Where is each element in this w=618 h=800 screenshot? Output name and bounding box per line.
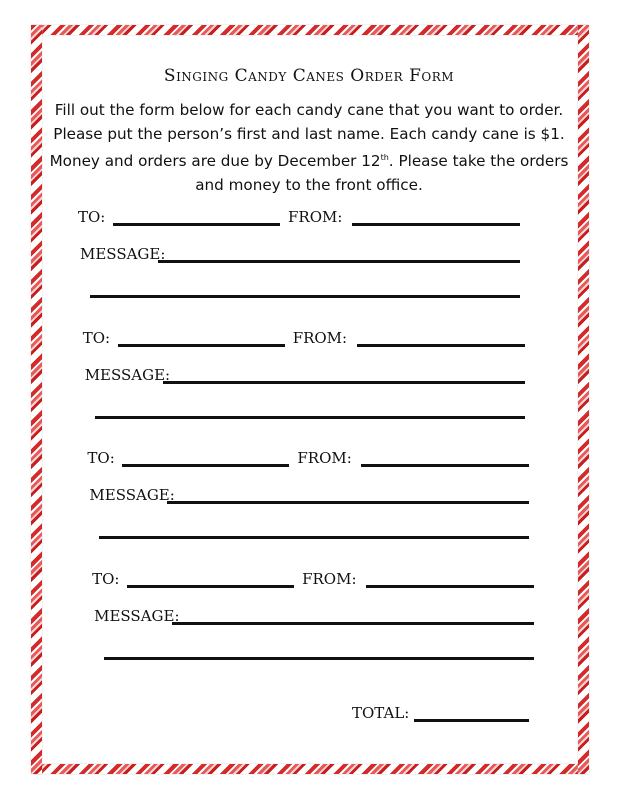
message-field-line-2[interactable] <box>90 295 520 298</box>
message-field-line-2[interactable] <box>104 657 534 660</box>
message-field-line-1[interactable] <box>158 260 520 263</box>
to-label: TO: <box>92 569 120 588</box>
instructions-line: Fill out the form below for each candy cane that you want to order. <box>54 101 564 119</box>
from-label: FROM: <box>302 569 357 588</box>
message-label: MESSAGE: <box>94 606 180 625</box>
from-field[interactable] <box>361 464 529 467</box>
to-field[interactable] <box>127 585 294 588</box>
instructions-line <box>40 146 578 173</box>
to-field[interactable] <box>113 223 280 226</box>
candy-cane-border-top <box>32 25 588 35</box>
from-label: FROM: <box>288 208 343 226</box>
to-label: TO: <box>78 208 106 226</box>
total-label: TOTAL: <box>352 704 410 722</box>
candy-cane-border-right <box>578 25 589 774</box>
to-label: TO: <box>82 328 111 347</box>
from-field[interactable] <box>366 585 534 588</box>
instructions-line: and money to the front office. <box>195 176 423 195</box>
to-label: TO: <box>87 449 115 467</box>
to-field[interactable] <box>122 464 289 467</box>
message-field-line-1[interactable] <box>163 381 525 384</box>
from-field[interactable] <box>352 223 520 226</box>
from-label: FROM: <box>292 328 348 347</box>
from-label: FROM: <box>297 449 352 467</box>
instructions-text: Money and orders are due by December 12 <box>49 152 381 171</box>
total-field[interactable] <box>414 719 529 722</box>
to-field[interactable] <box>118 344 285 347</box>
candy-cane-border-bottom <box>32 764 588 774</box>
message-field-line-1[interactable] <box>172 622 534 625</box>
message-field-line-2[interactable] <box>95 416 525 419</box>
from-field[interactable] <box>357 344 525 347</box>
form-title: Singing Candy Canes Order Form <box>163 66 455 86</box>
instructions-line: Please put the person’s first and last name. Each candy cane is $1. <box>53 125 565 143</box>
message-label: MESSAGE: <box>84 365 171 384</box>
message-field-line-2[interactable] <box>99 536 529 539</box>
message-label: MESSAGE: <box>89 486 175 504</box>
instructions <box>40 98 578 197</box>
message-field-line-1[interactable] <box>167 501 529 504</box>
ordinal-suffix: th <box>380 153 389 162</box>
instructions-text: . Please take the orders <box>388 152 569 171</box>
message-label: MESSAGE: <box>80 245 166 263</box>
